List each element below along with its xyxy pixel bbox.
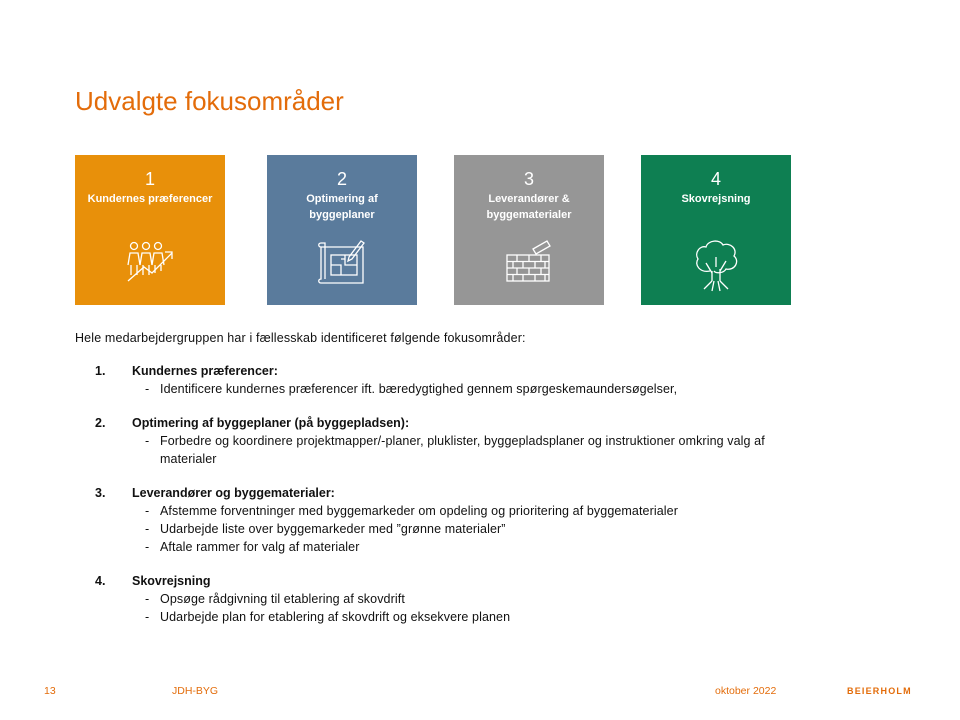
list-item [95,484,795,556]
sub-item: - Forbedre og koordinere projektmapper/-planer, pluklister, byggepladsplaner og instruktioner omkring valg af materialer [145,432,795,468]
item-number: 2. [95,416,106,430]
brick-wall-icon [501,237,557,285]
focus-tile-1 [75,155,225,305]
people-growth-icon [122,237,178,285]
sub-item: - Udarbejde plan for etablering af skovdrift og eksekvere planen [145,608,795,626]
sub-item: - Opsøge rådgivning til etablering af skovdrift [145,590,795,608]
item-heading: Optimering af byggeplaner (på byggepladsen): [132,416,410,430]
item-heading: Skovrejsning [132,574,211,588]
page-title: Udvalgte fokusområder [75,86,344,116]
company-logo: BEIERHOLM [847,686,912,696]
tile-label: Skovrejsning [681,193,751,205]
item-heading: Leverandører og byggematerialer: [132,486,335,500]
list-item [95,362,795,398]
focus-list [95,362,795,642]
item-heading: Kundernes præferencer: [132,364,278,378]
sub-item: - Udarbejde liste over byggemarkeder med ”grønne materialer” [145,520,795,538]
focus-tile-4 [641,155,791,305]
tile-number: 4 [710,169,721,189]
list-item [95,414,795,468]
sub-item: - Aftale rammer for valg af materialer [145,538,795,556]
sub-item: - Identificere kundernes præferencer ift. bæredygtighed gennem spørgeskemaundersøgelser, [145,380,795,398]
tile-label: Kundernes præferencer [87,193,213,205]
focus-tile-2 [267,155,417,305]
item-number: 1. [95,364,106,378]
footer-date: oktober 2022 [715,685,777,697]
focus-tile-3 [454,155,604,305]
footer-page-number: 13 [44,685,56,697]
tile-label: Optimering af byggeplaner [306,193,378,221]
tree-icon [690,237,742,293]
tile-label: Leverandører & byggematerialer [486,193,572,221]
list-item [95,572,795,626]
footer-company: JDH-BYG [172,685,219,697]
intro-text: Hele medarbejdergruppen har i fællesskab identificeret følgende fokusområder: [75,331,526,345]
blueprint-icon [315,237,369,285]
tile-number: 1 [144,169,155,189]
tile-number: 2 [336,169,347,189]
sub-item: - Afstemme forventninger med byggemarkeder om opdeling og prioritering af byggematerialer [145,502,795,520]
tile-number: 3 [523,169,534,189]
item-number: 3. [95,486,106,500]
item-number: 4. [95,574,106,588]
